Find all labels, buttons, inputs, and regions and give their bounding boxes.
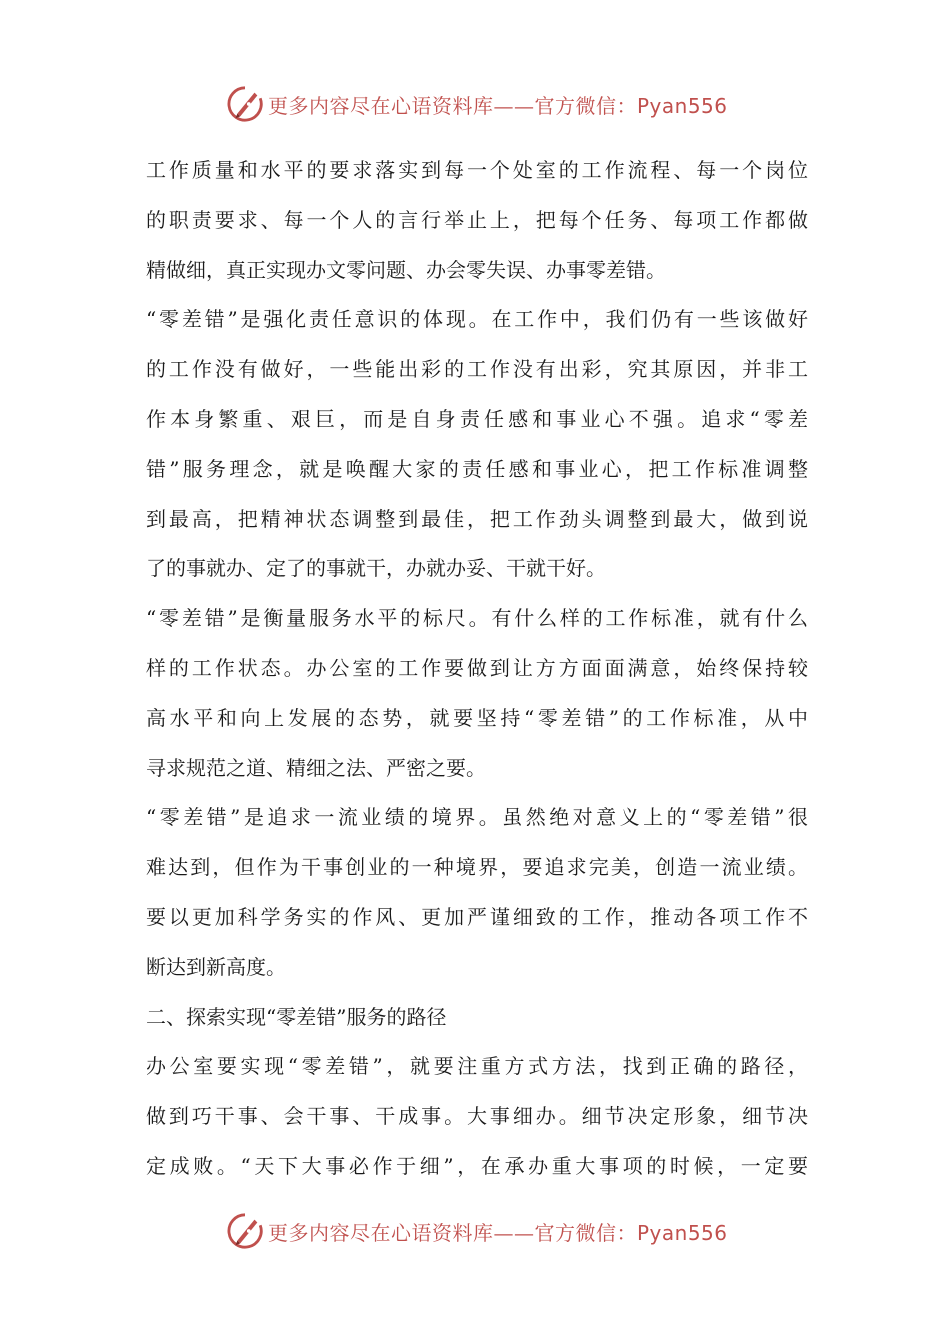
text-line: “零差错”是追求一流业绩的境界。虽然绝对意义上的“零差错”很 <box>146 805 808 830</box>
text-line: 难达到，但作为干事创业的一种境界，要追求完美，创造一流业绩。 <box>146 855 808 880</box>
text-line: 高水平和向上发展的态势，就要坚持“零差错”的工作标准，从中 <box>146 705 808 730</box>
text-line: 工作质量和水平的要求落实到每一个处室的工作流程、每一个岗位 <box>146 158 808 182</box>
text-line: 寻求规范之道、精细之法、严密之要。 <box>146 755 486 780</box>
banner-text: 更多内容尽在心语资料库——官方微信：Pyan556 <box>268 1220 728 1245</box>
text-line: 错”服务理念，就是唤醒大家的责任感和事业心，把工作标准调整 <box>146 456 808 481</box>
text-line: 二、探索实现“零差错”服务的路径 <box>146 1004 447 1029</box>
text-line: 作本身繁重、艰巨，而是自身责任感和事业心不强。追求“零差 <box>146 406 808 431</box>
text-line: 到最高，把精神状态调整到最佳，把工作劲头调整到最大，做到说 <box>146 506 808 531</box>
text-line: 断达到新高度。 <box>146 954 286 979</box>
text-line: 要以更加科学务实的作风、更加严谨细致的工作，推动各项工作不 <box>146 904 808 929</box>
text-line: 办公室要实现“零差错”，就要注重方式方法，找到正确的路径， <box>146 1054 808 1079</box>
text-line: 的工作没有做好，一些能出彩的工作没有出彩，究其原因，并非工 <box>146 357 808 382</box>
text-line: “零差错”是衡量服务水平的标尺。有什么样的工作标准，就有什么 <box>146 606 808 631</box>
text-line: 的职责要求、每一个人的言行举止上，把每个任务、每项工作都做 <box>146 207 808 232</box>
pen-in-circle-logo-icon <box>226 1212 264 1250</box>
text-line: 了的事就办、定了的事就干，办就办妥、干就干好。 <box>146 556 606 581</box>
text-line: 精做细，真正实现办文零问题、办会零失误、办事零差错。 <box>146 257 666 282</box>
document-body <box>146 146 808 1192</box>
footer-banner <box>226 1211 746 1251</box>
text-line: 定成败。“天下大事必作于细”，在承办重大事项的时候，一定要 <box>146 1153 808 1178</box>
text-line: 做到巧干事、会干事、干成事。大事细办。细节决定形象，细节决 <box>146 1104 808 1129</box>
pen-in-circle-logo-icon <box>226 85 264 123</box>
banner-text: 更多内容尽在心语资料库——官方微信：Pyan556 <box>268 93 728 118</box>
text-line: 样的工作状态。办公室的工作要做到让方方面面满意，始终保持较 <box>146 655 808 680</box>
text-line: “零差错”是强化责任意识的体现。在工作中，我们仍有一些该做好 <box>146 307 808 332</box>
header-banner <box>226 84 746 124</box>
